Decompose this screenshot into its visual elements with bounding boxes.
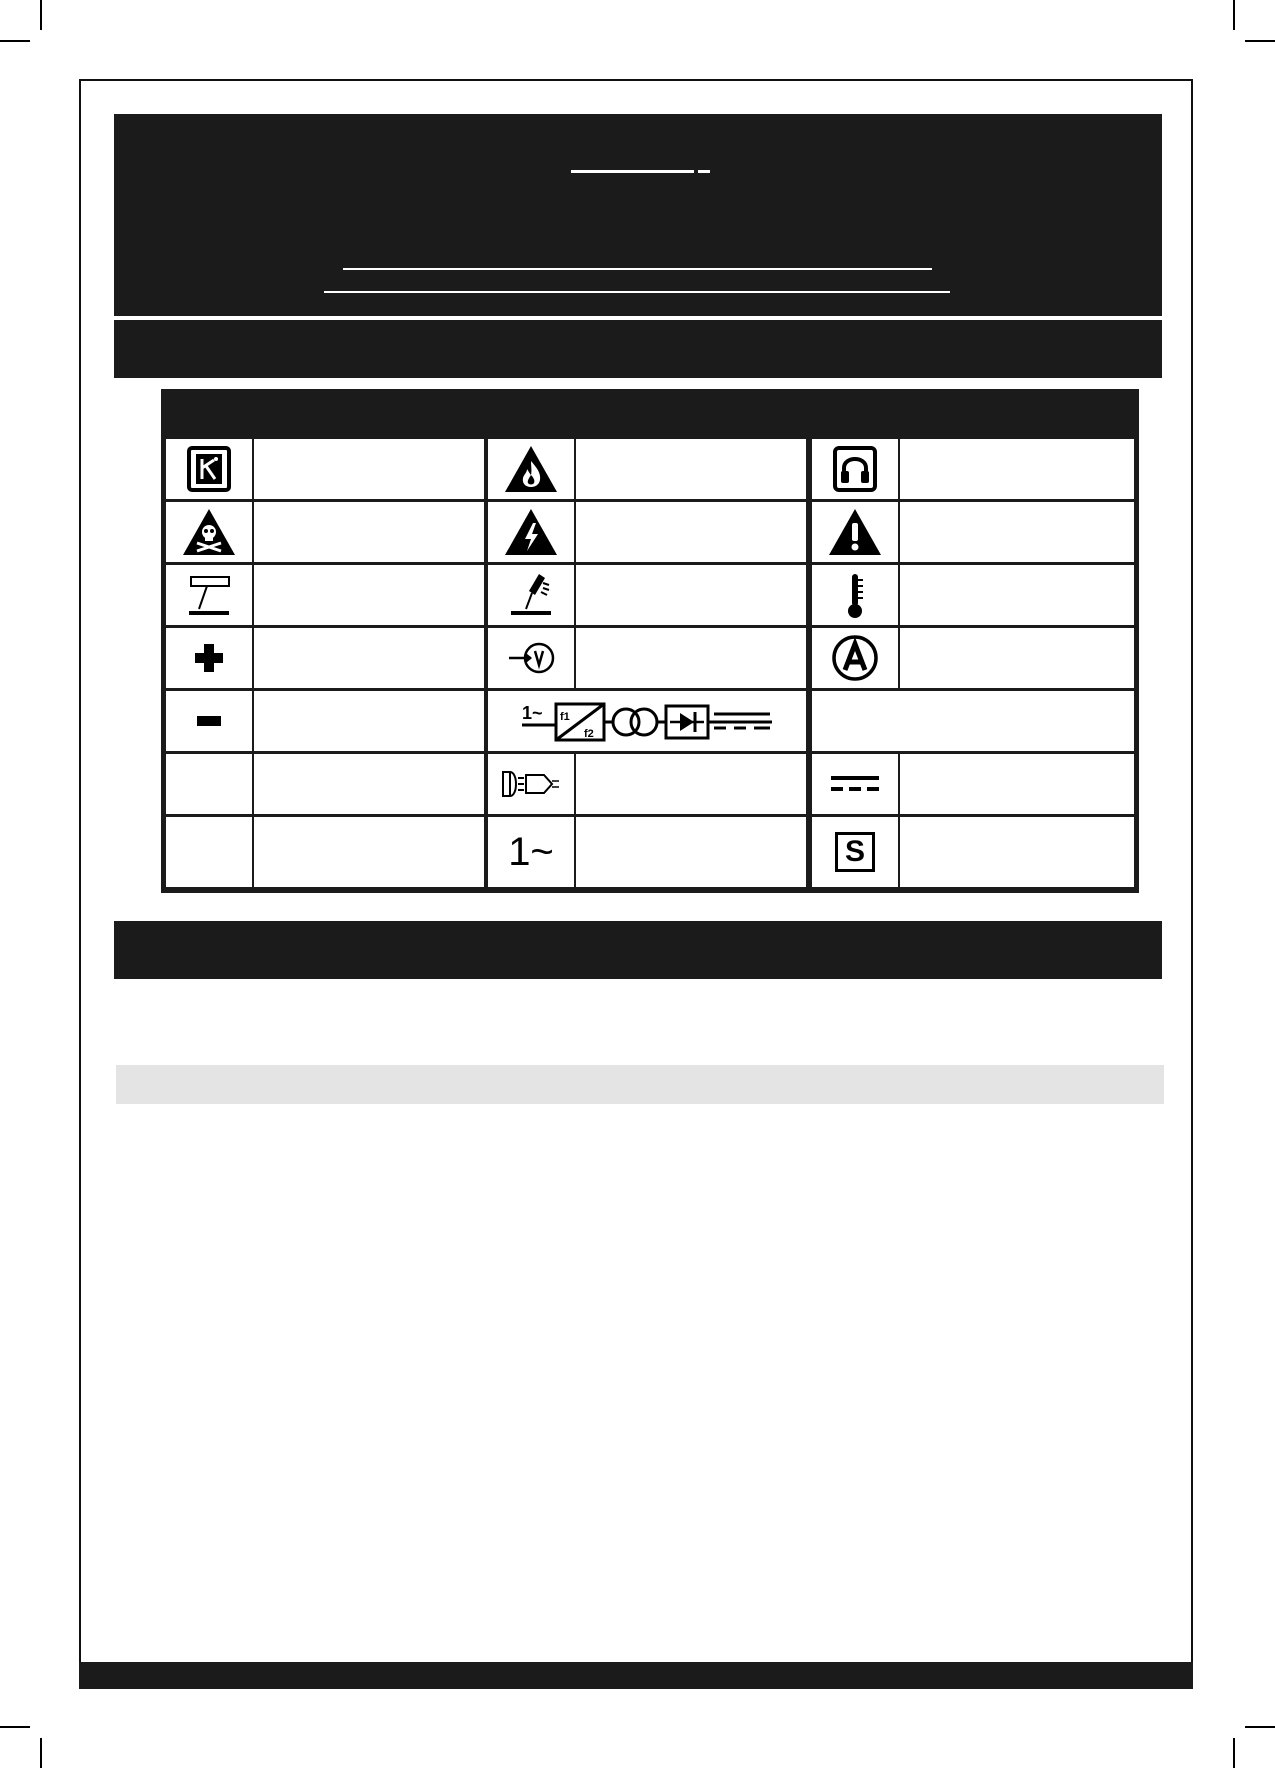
header-block bbox=[114, 114, 1162, 316]
symbol-cell bbox=[166, 628, 252, 688]
electric-shock-icon bbox=[503, 507, 559, 557]
symbol-description-cell bbox=[900, 817, 1134, 887]
symbol-cell bbox=[488, 565, 574, 625]
symbol-cell bbox=[812, 439, 898, 499]
symbol-cell bbox=[166, 502, 252, 562]
section-heading-bar bbox=[114, 921, 1162, 979]
crop-mark bbox=[40, 1738, 42, 1768]
thermal-overload-icon bbox=[840, 570, 870, 620]
symbol-description-cell bbox=[900, 628, 1134, 688]
symbol-cell bbox=[488, 817, 574, 887]
inverter-f1-label: f1 bbox=[560, 711, 570, 723]
voltage-icon bbox=[506, 641, 556, 675]
tig-welding-icon bbox=[185, 573, 233, 617]
title-underline bbox=[571, 170, 694, 173]
welding-helmet-icon bbox=[187, 446, 231, 492]
symbol-cell bbox=[812, 628, 898, 688]
symbol-cell bbox=[812, 754, 898, 814]
symbol-cell bbox=[488, 439, 574, 499]
notice-underline bbox=[324, 291, 950, 293]
symbol-description-cell bbox=[254, 565, 484, 625]
symbol-description-cell bbox=[576, 565, 806, 625]
symbol-description-cell bbox=[576, 502, 806, 562]
symbol-description-cell bbox=[254, 628, 484, 688]
page-footer-bar bbox=[79, 1662, 1193, 1689]
direct-current-icon bbox=[829, 774, 881, 794]
symbol-description-cell bbox=[576, 439, 806, 499]
symbol-description-cell bbox=[900, 439, 1134, 499]
symbol-description-cell bbox=[576, 628, 806, 688]
toxic-fumes-icon bbox=[181, 507, 237, 557]
symbols-table bbox=[161, 389, 1139, 893]
general-warning-icon bbox=[827, 507, 883, 557]
single-phase-ac-icon: 1~ bbox=[508, 830, 554, 874]
symbol-description-cell bbox=[900, 565, 1134, 625]
symbols-table-header bbox=[161, 389, 1139, 439]
crop-mark bbox=[1245, 1726, 1275, 1728]
section-heading-bar bbox=[114, 320, 1162, 378]
symbol-description-cell bbox=[576, 754, 806, 814]
symbol-cell bbox=[488, 502, 574, 562]
mma-electrode-icon bbox=[507, 571, 555, 619]
symbol-cell bbox=[812, 817, 898, 887]
ear-protection-icon bbox=[833, 446, 877, 492]
symbol-description-cell bbox=[254, 817, 484, 887]
symbol-cell bbox=[488, 754, 574, 814]
symbol-cell bbox=[166, 565, 252, 625]
symbol-description-cell bbox=[900, 754, 1134, 814]
ampere-icon bbox=[831, 634, 879, 682]
positive-terminal-icon bbox=[193, 642, 225, 674]
symbol-cell bbox=[812, 502, 898, 562]
subsection-heading-bar bbox=[116, 1065, 1164, 1104]
crop-mark bbox=[40, 0, 42, 30]
negative-terminal-icon bbox=[195, 714, 223, 728]
symbol-description-cell bbox=[254, 754, 484, 814]
power-plug-icon bbox=[500, 768, 562, 800]
safe-environment-icon: S bbox=[835, 832, 875, 872]
crop-mark bbox=[1233, 1738, 1235, 1768]
symbol-cell bbox=[166, 817, 252, 887]
symbol-cell bbox=[166, 691, 252, 751]
symbol-description-cell bbox=[576, 817, 806, 887]
symbol-cell bbox=[812, 565, 898, 625]
crop-mark bbox=[0, 40, 30, 42]
fire-hazard-icon bbox=[503, 444, 559, 494]
inverter-diagram-icon bbox=[522, 698, 772, 744]
inverter-diagram-cell bbox=[488, 691, 806, 751]
symbol-description-cell bbox=[254, 439, 484, 499]
notice-underline bbox=[343, 268, 932, 270]
title-underline bbox=[698, 170, 710, 173]
crop-mark bbox=[0, 1726, 30, 1728]
symbol-cell bbox=[166, 754, 252, 814]
crop-mark bbox=[1245, 40, 1275, 42]
inverter-f2-label: f2 bbox=[584, 728, 594, 740]
symbol-description-cell bbox=[900, 502, 1134, 562]
symbol-cell bbox=[488, 628, 574, 688]
symbol-cell bbox=[166, 439, 252, 499]
inverter-phase-label: 1~ bbox=[522, 703, 543, 723]
symbol-description-cell bbox=[254, 502, 484, 562]
symbol-description-cell bbox=[254, 691, 484, 751]
symbol-description-cell bbox=[812, 691, 1134, 751]
crop-mark bbox=[1233, 0, 1235, 30]
